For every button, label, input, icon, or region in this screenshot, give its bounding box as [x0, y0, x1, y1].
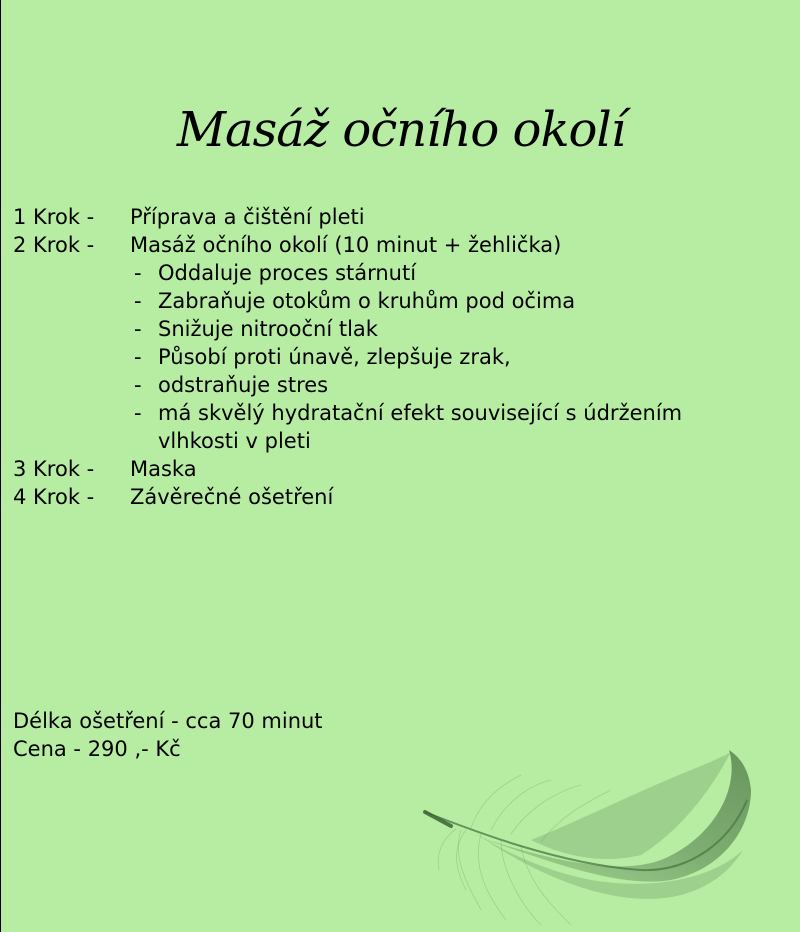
duration-text: Délka ošetření - cca 70 minut: [13, 709, 323, 733]
step-4: [13, 483, 682, 511]
step-1: [13, 203, 682, 231]
step-label: 3 Krok -: [13, 457, 95, 481]
benefit-text: Snižuje nitrooční tlak: [158, 317, 378, 341]
step-label: 2 Krok -: [13, 233, 95, 257]
step-label: 1 Krok -: [13, 205, 95, 229]
step-3: [13, 455, 682, 483]
steps-list: [13, 203, 682, 511]
bullet-dash: -: [134, 317, 142, 341]
step-text: Masáž očního okolí (10 minut + žehlička): [130, 233, 562, 257]
bullet-dash: -: [134, 373, 142, 397]
bullet-dash: -: [134, 401, 142, 425]
benefit-item: [13, 343, 682, 371]
benefit-item: [13, 399, 682, 427]
step-2: [13, 231, 682, 259]
step-label: 4 Krok -: [13, 485, 95, 509]
feather-icon: [411, 730, 781, 932]
benefit-text: má skvělý hydratační efekt související s údržením: [158, 401, 683, 425]
benefit-item: [13, 371, 682, 399]
price-text: Cena - 290 ,- Kč: [13, 737, 181, 761]
benefit-item: [13, 315, 682, 343]
benefit-text: Působí proti únavě, zlepšuje zrak,: [158, 345, 511, 369]
step-text: Maska: [130, 457, 197, 481]
benefit-text: odstraňuje stres: [158, 373, 329, 397]
treatment-info: [13, 707, 323, 763]
benefit-text: Oddaluje proces stárnutí: [158, 261, 417, 285]
benefit-continuation: [13, 427, 682, 455]
benefit-item: [13, 259, 682, 287]
step-text: Příprava a čištění pleti: [130, 205, 365, 229]
bullet-dash: -: [134, 345, 142, 369]
step-text: Závěrečné ošetření: [130, 485, 334, 509]
benefit-text: Zabraňuje otokům o kruhům pod očima: [158, 289, 576, 313]
benefit-text: vlhkosti v pleti: [158, 429, 311, 453]
benefit-item: [13, 287, 682, 315]
bullet-dash: -: [134, 261, 142, 285]
page-title: Masáž očního okolí: [176, 102, 626, 158]
bullet-dash: -: [134, 289, 142, 313]
